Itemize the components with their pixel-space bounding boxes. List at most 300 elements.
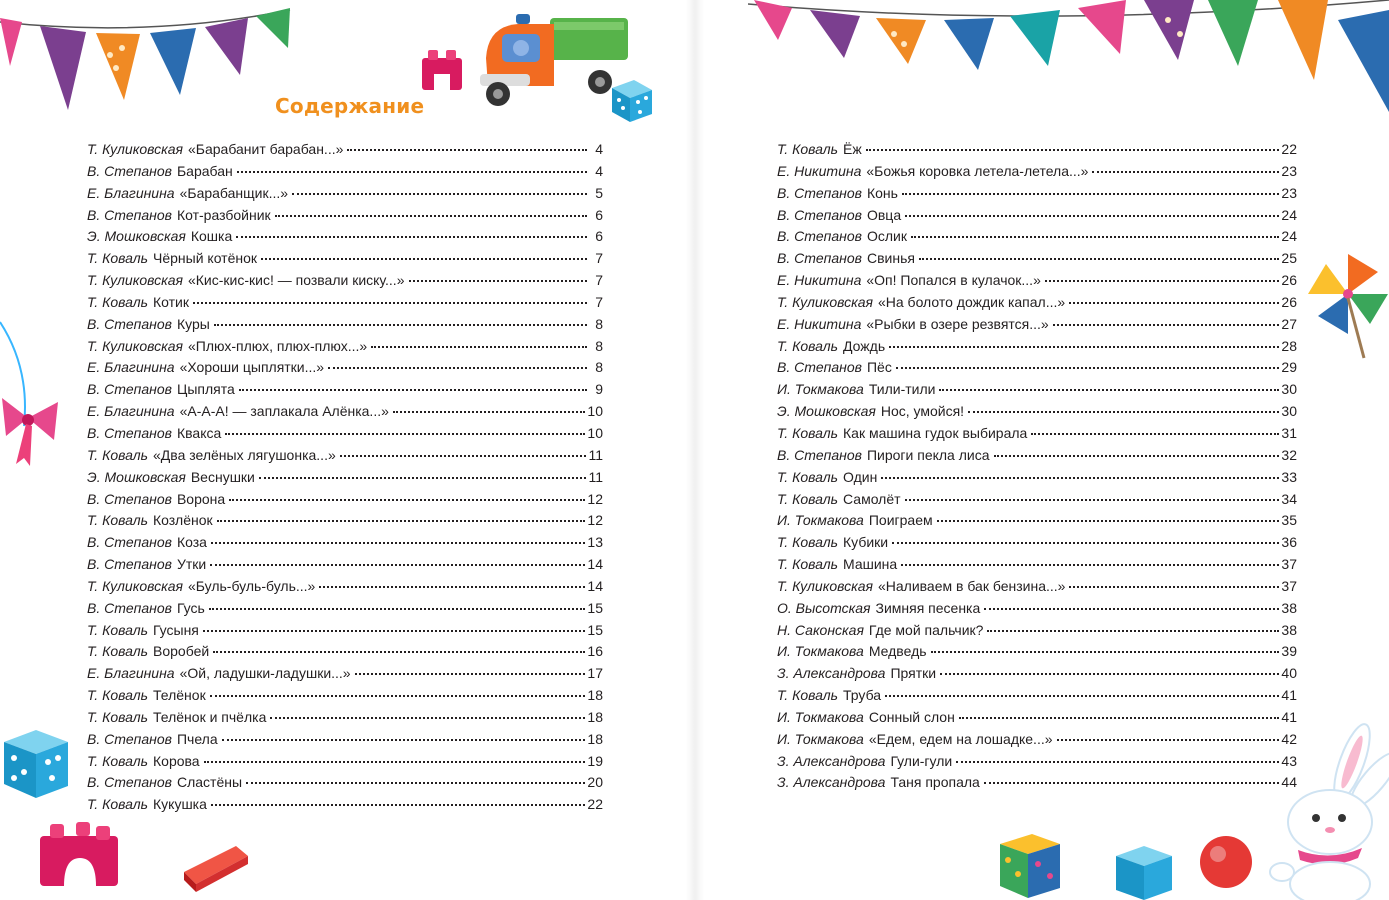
entry-author: В. Степанов	[777, 250, 862, 267]
entry-title: «Два зелёных лягушонка...»	[153, 446, 336, 463]
entry-author: Е. Благинина	[87, 184, 175, 201]
contents-entry	[87, 731, 603, 753]
entry-page-number: 31	[1281, 424, 1297, 441]
toy-block-pink-icon	[418, 44, 470, 96]
entry-title: Гули-гули	[890, 752, 953, 769]
entry-title: «Наливаем в бак бензина...»	[877, 577, 1066, 594]
entry-page-number: 23	[1281, 184, 1297, 201]
entry-title: «Кис-кис-кис! — позвали киску...»	[187, 272, 405, 289]
contents-entry	[87, 228, 603, 250]
contents-entry	[777, 600, 1297, 622]
contents-entry	[87, 774, 603, 796]
entry-author: Т. Коваль	[777, 556, 839, 573]
entry-author: В. Степанов	[777, 184, 862, 201]
contents-entry	[777, 578, 1297, 600]
entry-title: Козлёнок	[153, 512, 213, 529]
entry-title: Гусыня	[153, 621, 199, 638]
entry-title: «А-А-А! — заплакала Алёнка...»	[179, 403, 389, 420]
entry-title: Кот-разбойник	[176, 206, 271, 223]
entry-author: И. Токмакова	[777, 730, 864, 747]
contents-entry	[87, 250, 603, 272]
dot-leader	[1092, 170, 1279, 173]
dot-leader	[905, 214, 1279, 217]
entry-page-number: 7	[595, 293, 603, 310]
dot-leader	[1053, 323, 1280, 326]
contents-entry	[777, 425, 1297, 447]
entry-title: Медведь	[868, 643, 927, 660]
entry-author: В. Степанов	[87, 162, 172, 179]
entry-page-number: 9	[595, 381, 603, 398]
entry-title: Кубики	[843, 534, 889, 551]
contents-entry	[87, 600, 603, 622]
entry-page-number: 28	[1281, 337, 1297, 354]
entry-title: Ворона	[176, 490, 226, 507]
dot-leader	[213, 650, 585, 653]
dot-leader	[994, 454, 1280, 457]
entry-author: Э. Мошковская	[87, 228, 186, 245]
entry-author: Т. Куликовская	[87, 577, 183, 594]
entry-author: Т. Коваль	[87, 293, 149, 310]
entry-page-number: 23	[1281, 162, 1297, 179]
entry-title: «Плюх-плюх, плюх-плюх...»	[187, 337, 368, 354]
entry-author: Т. Коваль	[777, 490, 839, 507]
entry-page-number: 30	[1281, 381, 1297, 398]
dice-cube-icon	[606, 76, 656, 126]
entry-author: Т. Коваль	[87, 512, 149, 529]
entry-page-number: 22	[587, 796, 603, 813]
dot-leader	[896, 366, 1280, 369]
entry-author: И. Токмакова	[777, 643, 864, 660]
contents-entry	[777, 403, 1297, 425]
contents-entry	[87, 141, 603, 163]
contents-entry	[87, 447, 603, 469]
dot-leader	[968, 410, 1279, 413]
entry-author: Т. Куликовская	[87, 272, 183, 289]
dot-leader	[931, 650, 1280, 653]
contents-entry	[777, 556, 1297, 578]
entry-title: Поиграем	[868, 512, 933, 529]
entry-title: «Ой, ладушки-ладушки...»	[179, 665, 351, 682]
entry-title: «Хороши цыплятки...»	[179, 359, 325, 376]
contents-entry	[777, 185, 1297, 207]
entry-page-number: 43	[1281, 752, 1297, 769]
entry-author: Т. Коваль	[87, 752, 149, 769]
entry-author: В. Степанов	[87, 315, 172, 332]
entry-title: Где мой пальчик?	[868, 621, 984, 638]
entry-author: В. Степанов	[87, 381, 172, 398]
entry-title: Телёнок и пчёлка	[153, 708, 267, 725]
entry-title: Барабан	[176, 162, 233, 179]
dot-leader	[193, 301, 587, 304]
contents-entry	[777, 491, 1297, 513]
contents-entry	[87, 643, 603, 665]
entry-title: «Буль-буль-буль...»	[187, 577, 316, 594]
dot-leader	[222, 738, 586, 741]
entry-page-number: 29	[1281, 359, 1297, 376]
entry-page-number: 11	[588, 446, 603, 463]
entry-title: Куры	[176, 315, 210, 332]
entry-page-number: 30	[1281, 403, 1297, 420]
entry-author: В. Степанов	[87, 206, 172, 223]
contents-entry	[777, 250, 1297, 272]
dot-leader	[225, 432, 585, 435]
dot-leader	[355, 672, 586, 675]
entry-author: В. Степанов	[87, 424, 172, 441]
entry-author: И. Токмакова	[777, 381, 864, 398]
dot-leader	[892, 541, 1279, 544]
entry-page-number: 18	[587, 708, 603, 725]
dot-leader	[204, 760, 586, 763]
book-gutter	[686, 0, 704, 900]
contents-entry	[777, 163, 1297, 185]
entry-author: В. Степанов	[87, 774, 172, 791]
dot-leader	[1031, 432, 1279, 435]
entry-author: В. Степанов	[777, 206, 862, 223]
ball-icon	[1196, 832, 1256, 892]
dot-leader	[210, 694, 586, 697]
entry-title: «Рыбки в озере резвятся...»	[866, 315, 1049, 332]
entry-author: Т. Куликовская	[87, 337, 183, 354]
entry-page-number: 10	[587, 424, 603, 441]
contents-entry	[777, 141, 1297, 163]
toy-cube-pattern-icon	[994, 830, 1066, 900]
entry-author: Т. Коваль	[777, 337, 839, 354]
entry-title: Пироги пекла лиса	[866, 446, 990, 463]
entry-author: Т. Коваль	[777, 424, 839, 441]
entry-title: «На болото дождик капал...»	[877, 293, 1066, 310]
contents-entry	[777, 665, 1297, 687]
dot-leader	[236, 235, 587, 238]
contents-entry	[777, 272, 1297, 294]
entry-title: Зимняя песенка	[875, 599, 981, 616]
entry-author: В. Степанов	[87, 534, 172, 551]
dot-leader	[393, 410, 586, 413]
toy-cube-blue-icon	[1112, 842, 1176, 900]
entry-page-number: 17	[587, 665, 603, 682]
entry-page-number: 38	[1281, 621, 1297, 638]
entry-page-number: 39	[1281, 643, 1297, 660]
entry-title: Веснушки	[190, 468, 255, 485]
dot-leader	[270, 716, 585, 719]
entry-title: Конь	[866, 184, 898, 201]
bunting-flags-left-icon	[0, 0, 300, 125]
contents-entry	[87, 796, 603, 818]
entry-page-number: 14	[587, 556, 603, 573]
entry-title: «Барабанит барабан...»	[187, 141, 344, 157]
entry-page-number: 32	[1281, 446, 1297, 463]
entry-author: Т. Куликовская	[777, 293, 873, 310]
dot-leader	[939, 388, 1279, 391]
entry-title: «Божья коровка летела-летела...»	[866, 162, 1089, 179]
contents-entry	[87, 709, 603, 731]
entry-page-number: 12	[587, 512, 603, 529]
bunting-flags-right-icon	[748, 0, 1389, 120]
entry-page-number: 7	[595, 272, 603, 289]
entry-title: Утки	[176, 556, 207, 573]
entry-page-number: 26	[1281, 272, 1297, 289]
toy-block-red-icon	[180, 842, 252, 894]
entry-title: Кошка	[190, 228, 233, 245]
dot-leader	[211, 541, 585, 544]
entry-title: Прятки	[890, 665, 937, 682]
entry-author: Е. Благинина	[87, 359, 175, 376]
bow-icon	[0, 318, 62, 468]
dot-leader	[1069, 301, 1279, 304]
entry-title: Телёнок	[153, 687, 206, 704]
entry-page-number: 34	[1281, 490, 1297, 507]
entry-page-number: 15	[587, 621, 603, 638]
entry-title: «Барабанщик...»	[179, 184, 289, 201]
entry-author: В. Степанов	[777, 359, 862, 376]
entry-page-number: 25	[1281, 250, 1297, 267]
contents-entry	[87, 491, 603, 513]
contents-entry	[87, 622, 603, 644]
entry-page-number: 15	[587, 599, 603, 616]
entry-page-number: 8	[595, 315, 603, 332]
entry-page-number: 8	[595, 337, 603, 354]
entry-page-number: 20	[587, 774, 603, 791]
dot-leader	[987, 629, 1279, 632]
dot-leader	[259, 476, 587, 479]
contents-entry	[777, 447, 1297, 469]
dot-leader	[959, 716, 1280, 719]
contents-entry	[777, 207, 1297, 229]
page-title: Содержание	[275, 94, 425, 118]
dice-cube-left-icon	[0, 722, 72, 802]
contents-entry	[87, 207, 603, 229]
dot-leader	[409, 279, 588, 282]
entry-author: Т. Коваль	[87, 687, 149, 704]
entry-page-number: 41	[1281, 708, 1297, 725]
entry-title: Пёс	[866, 359, 892, 376]
entry-title: Гусь	[176, 599, 205, 616]
entry-title: Нос, умойся!	[880, 403, 965, 420]
pinwheel-icon	[1304, 250, 1389, 360]
dot-leader	[217, 519, 586, 522]
entry-author: В. Степанов	[777, 446, 862, 463]
contents-entry	[777, 731, 1297, 753]
entry-title: «Едем, едем на лошадке...»	[868, 730, 1053, 747]
dot-leader	[889, 345, 1279, 348]
entry-page-number: 18	[587, 730, 603, 747]
entry-title: Дождь	[843, 337, 886, 354]
entry-title: «Оп! Попался в кулачок...»	[866, 272, 1041, 289]
entry-page-number: 40	[1281, 665, 1297, 682]
entry-title: Таня пропала	[890, 774, 980, 791]
entry-page-number: 18	[587, 687, 603, 704]
dot-leader	[940, 672, 1279, 675]
entry-author: И. Токмакова	[777, 512, 864, 529]
contents-entry	[777, 709, 1297, 731]
dot-leader	[203, 629, 586, 632]
entry-title: Ёж	[843, 141, 862, 157]
dot-leader	[902, 192, 1279, 195]
dot-leader	[292, 192, 587, 195]
contents-entry	[777, 294, 1297, 316]
dot-leader	[239, 388, 587, 391]
entry-page-number: 6	[595, 206, 603, 223]
entry-page-number: 19	[587, 752, 603, 769]
contents-entry	[87, 294, 603, 316]
entry-author: Т. Коваль	[87, 796, 149, 813]
entry-page-number: 13	[587, 534, 603, 551]
dot-leader	[275, 214, 587, 217]
contents-entry	[777, 228, 1297, 250]
entry-page-number: 44	[1281, 774, 1297, 791]
entry-author: Т. Коваль	[777, 141, 839, 157]
entry-page-number: 14	[587, 577, 603, 594]
dot-leader	[1045, 279, 1280, 282]
entry-author: Т. Коваль	[87, 250, 149, 267]
contents-entry	[777, 774, 1297, 796]
contents-entry	[87, 338, 603, 360]
entry-title: Самолёт	[843, 490, 901, 507]
entry-title: Котик	[153, 293, 190, 310]
entry-title: Пчела	[176, 730, 218, 747]
entry-author: Э. Мошковская	[87, 468, 186, 485]
contents-list-right	[777, 141, 1297, 796]
entry-title: Один	[843, 468, 878, 485]
entry-page-number: 42	[1281, 730, 1297, 747]
dot-leader	[347, 148, 587, 151]
contents-entry	[87, 753, 603, 775]
entry-title: Тили-тили	[868, 381, 936, 398]
contents-entry	[777, 381, 1297, 403]
dot-leader	[261, 257, 587, 260]
entry-page-number: 24	[1281, 206, 1297, 223]
entry-page-number: 4	[595, 162, 603, 179]
dot-leader	[901, 563, 1279, 566]
contents-entry	[777, 469, 1297, 491]
entry-author: Е. Никитина	[777, 315, 862, 332]
dot-leader	[885, 694, 1279, 697]
entry-author: Е. Никитина	[777, 272, 862, 289]
contents-entry	[87, 381, 603, 403]
contents-entry	[777, 534, 1297, 556]
entry-author: Т. Коваль	[777, 687, 839, 704]
entry-title: Квакса	[176, 424, 222, 441]
dot-leader	[1069, 585, 1279, 588]
dot-leader	[919, 257, 1279, 260]
contents-entry	[777, 687, 1297, 709]
entry-author: В. Степанов	[87, 730, 172, 747]
entry-author: В. Степанов	[87, 556, 172, 573]
contents-entry	[777, 753, 1297, 775]
entry-title: Как машина гудок выбирала	[843, 424, 1028, 441]
entry-author: Е. Благинина	[87, 403, 175, 420]
entry-page-number: 27	[1281, 315, 1297, 332]
contents-entry	[777, 316, 1297, 338]
entry-author: Т. Коваль	[87, 708, 149, 725]
entry-title: Сластёны	[176, 774, 243, 791]
entry-page-number: 33	[1281, 468, 1297, 485]
entry-author: З. Александрова	[777, 752, 886, 769]
entry-title: Корова	[153, 752, 200, 769]
dot-leader	[210, 563, 585, 566]
contents-entry	[777, 338, 1297, 360]
entry-page-number: 35	[1281, 512, 1297, 529]
contents-entry	[87, 687, 603, 709]
dot-leader	[211, 803, 586, 806]
dot-leader	[319, 585, 585, 588]
entry-title: Воробей	[153, 643, 210, 660]
entry-author: Т. Коваль	[777, 534, 839, 551]
entry-title: Овца	[866, 206, 902, 223]
entry-author: Т. Коваль	[87, 446, 149, 463]
contents-entry	[87, 578, 603, 600]
contents-entry	[87, 556, 603, 578]
dot-leader	[866, 148, 1280, 151]
entry-author: З. Александрова	[777, 665, 886, 682]
entry-title: Машина	[843, 556, 898, 573]
entry-author: И. Токмакова	[777, 708, 864, 725]
contents-entry	[777, 622, 1297, 644]
entry-author: В. Степанов	[87, 490, 172, 507]
dot-leader	[237, 170, 587, 173]
entry-author: Т. Коваль	[87, 643, 149, 660]
entry-page-number: 5	[595, 184, 603, 201]
entry-title: Кукушка	[153, 796, 207, 813]
entry-page-number: 26	[1281, 293, 1297, 310]
dot-leader	[371, 345, 587, 348]
entry-author: В. Степанов	[777, 228, 862, 245]
dot-leader	[214, 323, 587, 326]
contents-entry	[87, 425, 603, 447]
entry-author: Е. Благинина	[87, 665, 175, 682]
contents-entry	[87, 512, 603, 534]
contents-entry	[87, 534, 603, 556]
entry-author: Т. Коваль	[777, 468, 839, 485]
entry-title: Сонный слон	[868, 708, 955, 725]
dot-leader	[881, 476, 1279, 479]
dot-leader	[246, 781, 585, 784]
entry-page-number: 8	[595, 359, 603, 376]
entry-page-number: 10	[587, 403, 603, 420]
entry-author: Т. Коваль	[87, 621, 149, 638]
contents-entry	[87, 403, 603, 425]
dot-leader	[984, 607, 1279, 610]
contents-entry	[777, 359, 1297, 381]
entry-title: Чёрный котёнок	[153, 250, 258, 267]
dot-leader	[984, 781, 1280, 784]
entry-page-number: 41	[1281, 687, 1297, 704]
entry-page-number: 4	[595, 141, 603, 157]
entry-page-number: 38	[1281, 599, 1297, 616]
contents-entry	[87, 185, 603, 207]
contents-entry	[87, 272, 603, 294]
entry-author: Т. Куликовская	[777, 577, 873, 594]
dot-leader	[229, 498, 585, 501]
dot-leader	[937, 519, 1280, 522]
dot-leader	[956, 760, 1279, 763]
entry-author: О. Высотская	[777, 599, 871, 616]
entry-author: З. Александрова	[777, 774, 886, 791]
entry-author: Н. Саконская	[777, 621, 864, 638]
toy-block-bridge-icon	[34, 812, 124, 892]
contents-entry	[87, 163, 603, 185]
entry-author: Э. Мошковская	[777, 403, 876, 420]
entry-title: Цыплята	[176, 381, 235, 398]
contents-entry	[777, 643, 1297, 665]
contents-list-left	[87, 141, 603, 818]
entry-page-number: 16	[587, 643, 603, 660]
contents-entry	[87, 316, 603, 338]
contents-entry	[777, 512, 1297, 534]
entry-page-number: 7	[595, 250, 603, 267]
dot-leader	[209, 607, 586, 610]
dot-leader	[905, 498, 1280, 501]
entry-author: Т. Куликовская	[87, 141, 183, 157]
